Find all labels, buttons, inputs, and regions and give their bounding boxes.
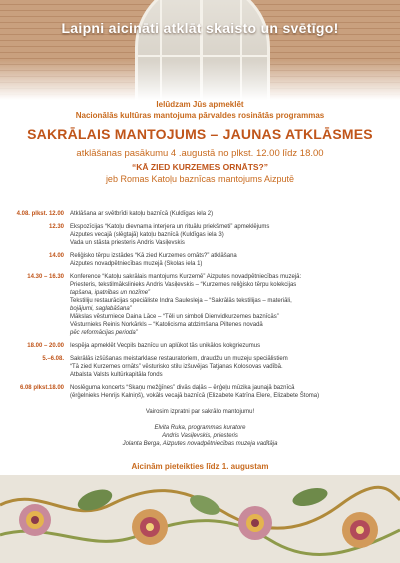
schedule-line: Vada un stāsta priesteris Andris Vasiļevskis [70,240,185,246]
schedule-line: bojājumi, saglabāšana” [70,306,132,312]
schedule-description [70,273,390,337]
schedule-line: Atklāšana ar svētbrīdi katoļu baznīcā (Kuldīgas iela 2) [70,211,214,217]
schedule-line: Tekstiliju restaurācijas speciāliste Indra Saulesleja – “Sakrālās tekstilijas – materiāli, [70,298,292,304]
schedule-description [70,342,390,350]
schedule-row [0,384,400,400]
main-title: SAKRĀLAIS MANTOJUMS – JAUNAS ATKLĀSMES [27,126,373,142]
signature-line: Elvita Ruka, programmas kuratore [154,425,246,431]
schedule-line: “Tā zied Kurzemes ornāts” vēsturisko stilu izšuvējas Tatjanas Kolosovas vadībā. [70,364,283,370]
schedule-row [0,252,400,268]
event-quote: “KĀ ZIED KURZEMES ORNĀTS?” [132,162,268,172]
schedule-line: tapšana, ipatnības un nozīme” [70,290,151,296]
schedule-time: 14.00 [48,253,64,259]
signatures [0,424,400,448]
schedule-row [0,273,400,337]
header-photo [0,0,400,100]
window-transom [138,55,268,57]
apply-deadline: Aicinām pieteikties līdz 1. augustam [131,462,269,471]
schedule [0,210,400,405]
schedule-line: Ekspozīcijas “Katoļu dievnama interjera un rituālu priekšmeti” apmeklējums [70,224,270,230]
schedule-line: Vēsturnieks Reinis Norkārkls – “Katolicisma atdzimšana Piltenes novadā [70,322,263,328]
schedule-description [70,210,390,218]
schedule-description [70,384,390,400]
program-text: Nacionālās kultūras mantojuma pārvaldes rosinātās programmas [75,111,325,120]
schedule-time: 6.08 plkst.18.00 [19,385,64,391]
signature-line: Andris Vasiļevskis, priesteris [162,433,238,439]
hero-title: Laipni aicināti atklāt skaisto un svētīgo! [61,20,339,36]
schedule-line: Iespēja apmeklēt Vecpils baznīcu un aplūkot tās unikālos kokgriezumus [70,343,261,349]
schedule-time: 18.00 – 20.00 [27,343,64,349]
schedule-time: 14.30 – 16.30 [27,274,64,280]
schedule-row [0,210,400,218]
schedule-line: Sakrālās izšūšanas meistarklase restauratoriem, draudžu un muzeju speciālistiem [70,356,288,362]
schedule-line: Aizputes novadpētniecības muzejā (Skolas iela 1) [70,261,203,267]
schedule-line: (ērģelnieks Henrijs Kalniņš), vokāls vecajā baznīcā (Elizabete Katrīna Elere, Elizabete Štoma) [70,393,320,399]
schedule-line: Mākslas vēsturniece Daina Lāce – “Tēli un simboli Dienvidkurzemes baznīcās” [70,314,279,320]
invite-text: Ielūdzam Jūs apmeklēt [156,100,244,109]
schedule-row [0,355,400,379]
event-text: atklāšanas pasākumu 4 .augustā no plkst. 12.00 līdz 18.00 [76,148,324,159]
schedule-line: Reliģisko tērpu izstādes “Kā zied Kurzemes ornāts?” atklāšana [70,253,237,259]
schedule-line: pēc reformācijas perioda” [70,330,138,336]
photo-fade [0,60,400,100]
embroidery-ornament [0,475,400,563]
schedule-line: Priesteris, tekstilmākslinieks Andris Vasiļevskis – “Kurzemes reliģisko tērpu kolekcijas [70,282,297,288]
schedule-time: 5.–6.08. [42,356,64,362]
schedule-description [70,223,390,247]
schedule-row [0,342,400,350]
signature-line: Jolanta Berga, Aizputes novadpētniecības muzeja vadītāja [122,441,278,447]
schedule-description [70,252,390,268]
schedule-time: 12.30 [48,224,64,230]
schedule-time: 4.08. plkst. 12.00 [16,211,64,217]
schedule-line: Konference “Katoļu sakrālais mantojums Kurzemē” Aizputes novadpētniecības muzejā: [70,274,302,280]
schedule-row [0,223,400,247]
schedule-description [70,355,390,379]
schedule-line: Atbalsta Valsts kultūrkapitāla fonds [70,372,163,378]
schedule-line: Noslēguma koncerts “Skaņu mežģīnes” divās daļās – ērģeļu mūzika jaunajā baznīcā [70,385,295,391]
closing-invite: Vairosim izpratni par sakrālo mantojumu! [145,409,255,415]
event-subtitle: jeb Romas Katoļu baznīcas mantojums Aizputē [105,174,295,184]
schedule-line: Aizputes vecajā (slēgtajā) katoļu baznīcā (Kuldīgas iela 3) [70,232,224,238]
